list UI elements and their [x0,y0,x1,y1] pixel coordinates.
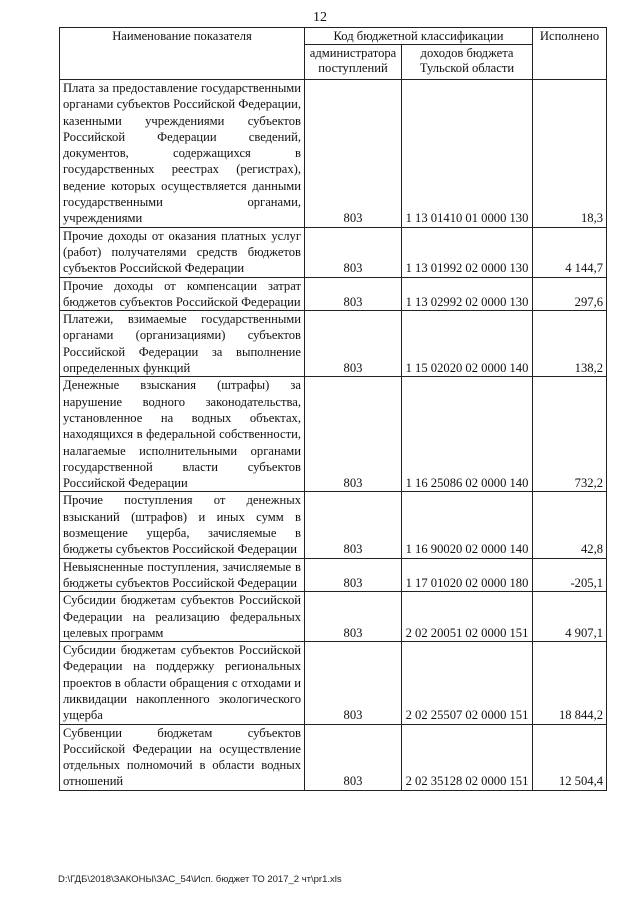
revenue-code-cell: 2 02 25507 02 0000 151 [402,642,533,724]
admin-code-cell: 803 [305,558,402,592]
admin-code-cell: 803 [305,377,402,492]
executed-amount-cell: 4 144,7 [533,227,607,277]
table-row [60,377,607,492]
header-code-group: Код бюджетной классификации [305,28,533,45]
executed-amount-cell: 18,3 [533,80,607,228]
admin-code-cell: 803 [305,311,402,377]
admin-code-cell: 803 [305,642,402,724]
indicator-name-cell: Плата за предоставление государственными органами субъектов Российской Федерации, казенными учреждениями субъектов Российской Федерации сведений, документов, содержащихся в государственных реестрах (регистрах), ведение которых осуществляется данными государственными органами, учреждениями [60,80,305,228]
header-revenue: доходов бюджета Тульской области [402,45,533,80]
revenue-code-cell: 1 13 01410 01 0000 130 [402,80,533,228]
table-row [60,592,607,642]
admin-code-cell: 803 [305,492,402,558]
revenue-code-cell: 1 16 90020 02 0000 140 [402,492,533,558]
revenue-code-cell: 1 13 01992 02 0000 130 [402,227,533,277]
admin-code-cell: 803 [305,592,402,642]
file-path-footer: D:\ГДБ\2018\ЗАКОНЫ\ЗАС_54\Исп. бюджет ТО 2017_2 чт\pr1.xls [58,874,342,885]
admin-code-cell: 803 [305,80,402,228]
executed-amount-cell: 138,2 [533,311,607,377]
table-row [60,277,607,311]
revenue-code-cell: 2 02 35128 02 0000 151 [402,724,533,790]
table-row [60,311,607,377]
indicator-name-cell: Денежные взыскания (штрафы) за нарушение водного законодательства, установленное на водных объектах, находящихся в федеральной собственности, налагаемые исполнительными органами государственной власти субъектов Российской Федерации [60,377,305,492]
table-row [60,642,607,724]
executed-amount-cell: 297,6 [533,277,607,311]
indicator-name-cell: Субсидии бюджетам субъектов Российской Федерации на поддержку региональных проектов в области обращения с отходами и ликвидации накопленного экологического ущерба [60,642,305,724]
admin-code-cell: 803 [305,277,402,311]
executed-amount-cell: 12 504,4 [533,724,607,790]
table-row [60,227,607,277]
indicator-name-cell: Субсидии бюджетам субъектов Российской Федерации на реализацию федеральных целевых программ [60,592,305,642]
revenue-code-cell: 1 17 01020 02 0000 180 [402,558,533,592]
header-executed: Исполнено [533,28,607,80]
indicator-name-cell: Прочие доходы от компенсации затрат бюджетов субъектов Российской Федерации [60,277,305,311]
indicator-name-cell: Прочие поступления от денежных взысканий (штрафов) и иных сумм в возмещение ущерба, зачисляемые в бюджеты субъектов Российской Федерации [60,492,305,558]
table-row [60,492,607,558]
admin-code-cell: 803 [305,724,402,790]
indicator-name-cell: Невыясненные поступления, зачисляемые в бюджеты субъектов Российской Федерации [60,558,305,592]
page-number: 12 [313,10,327,25]
revenue-code-cell: 1 15 02020 02 0000 140 [402,311,533,377]
header-row-1 [60,28,607,45]
executed-amount-cell: 42,8 [533,492,607,558]
revenue-code-cell: 1 13 02992 02 0000 130 [402,277,533,311]
table-row [60,724,607,790]
indicator-name-cell: Субвенции бюджетам субъектов Российской Федерации на осуществление отдельных полномочий в области водных отношений [60,724,305,790]
executed-amount-cell: 732,2 [533,377,607,492]
revenue-code-cell: 2 02 20051 02 0000 151 [402,592,533,642]
budget-table [59,27,607,791]
indicator-name-cell: Прочие доходы от оказания платных услуг (работ) получателями средств бюджетов субъектов Российской Федерации [60,227,305,277]
admin-code-cell: 803 [305,227,402,277]
executed-amount-cell: 18 844,2 [533,642,607,724]
header-admin: администратора поступлений [305,45,402,80]
indicator-name-cell: Платежи, взимаемые государственными органами (организациями) субъектов Российской Федерации за выполнение определенных функций [60,311,305,377]
executed-amount-cell: 4 907,1 [533,592,607,642]
table-row [60,80,607,228]
executed-amount-cell: -205,1 [533,558,607,592]
header-name: Наименование показателя [60,28,305,80]
revenue-code-cell: 1 16 25086 02 0000 140 [402,377,533,492]
table-row [60,558,607,592]
